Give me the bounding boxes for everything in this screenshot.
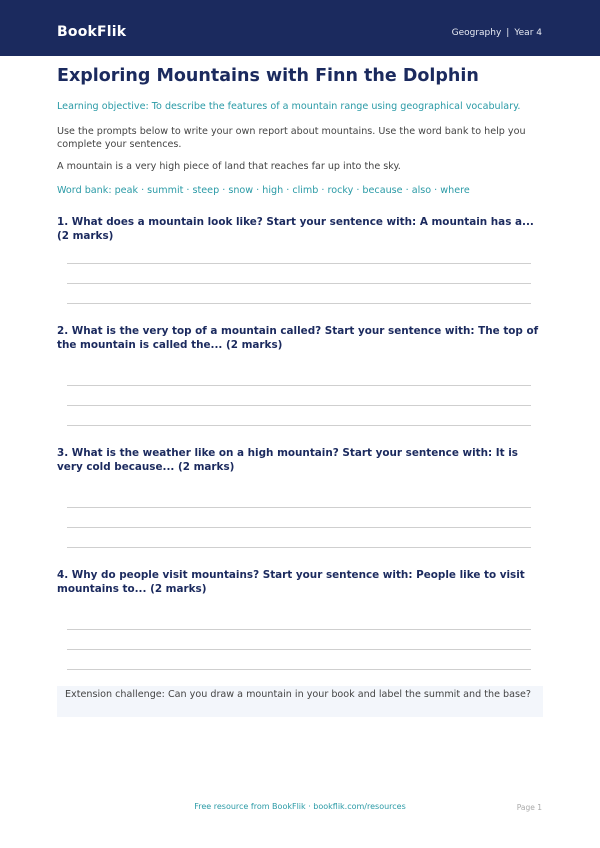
extension-box xyxy=(57,686,543,717)
answer-line[interactable] xyxy=(67,385,531,386)
footer-link[interactable]: Free resource from BookFlik · bookflik.com/resources xyxy=(194,802,406,811)
answer-line[interactable] xyxy=(67,547,531,548)
year-label: Year 4 xyxy=(514,28,542,38)
question-4: 4. Why do people visit mountains? Start your sentence with: People like to visit mountains to... (2 marks) xyxy=(57,569,525,595)
page-number: Page 1 xyxy=(516,803,542,812)
answer-line[interactable] xyxy=(67,303,531,304)
answer-line[interactable] xyxy=(67,629,531,630)
meta-separator: | xyxy=(506,28,510,38)
answer-line[interactable] xyxy=(67,405,531,406)
answer-line[interactable] xyxy=(67,425,531,426)
page-title: Exploring Mountains with Finn the Dolphin xyxy=(57,66,479,86)
header-bar xyxy=(0,0,600,56)
brand-logo[interactable]: BookFlik xyxy=(57,24,127,40)
answer-line[interactable] xyxy=(67,669,531,670)
answer-line[interactable] xyxy=(67,283,531,284)
answer-line[interactable] xyxy=(67,507,531,508)
header-meta xyxy=(452,28,542,38)
learning-objective: Learning objective: To describe the features of a mountain range using geographical vocabulary. xyxy=(57,101,521,112)
subject-label: Geography xyxy=(451,28,502,38)
answer-line[interactable] xyxy=(67,527,531,528)
fact-text: A mountain is a very high piece of land that reaches far up into the sky. xyxy=(57,161,401,172)
extension-text: Extension challenge: Can you draw a mountain in your book and label the summit and the base? xyxy=(65,689,531,700)
word-bank: Word bank: peak · summit · steep · snow · high · climb · rocky · because · also · where xyxy=(57,185,470,196)
question-2: 2. What is the very top of a mountain called? Start your sentence with: The top of the mountain is called the... (2 marks) xyxy=(57,325,539,351)
answer-line[interactable] xyxy=(67,649,531,650)
question-1: 1. What does a mountain look like? Start your sentence with: A mountain has a... (2 marks) xyxy=(57,216,534,242)
answer-line[interactable] xyxy=(67,263,531,264)
question-3: 3. What is the weather like on a high mountain? Start your sentence with: It is very cold because... (2 marks) xyxy=(57,447,518,473)
intro-text: Use the prompts below to write your own report about mountains. Use the word bank to help you complete your sentences. xyxy=(57,126,526,150)
